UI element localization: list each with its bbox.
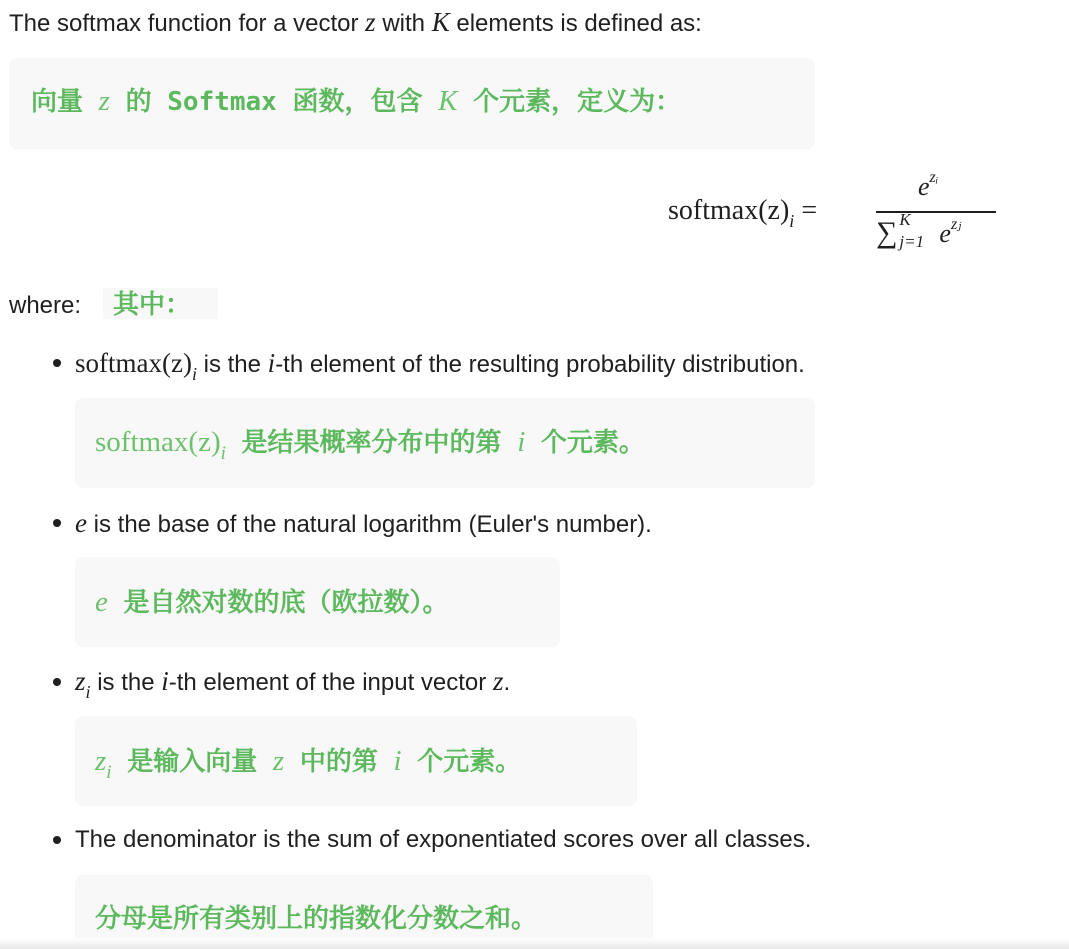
translation-text: 是输入向量 [111, 747, 273, 777]
item-translation [95, 745, 522, 783]
translation-text: 中的第 [284, 747, 394, 777]
math-sub: i [220, 443, 226, 464]
formula-lhs [668, 195, 818, 231]
intro-translation [31, 86, 681, 117]
sum-lower: j=1 [899, 232, 925, 251]
intro-text: with [375, 10, 432, 37]
translation-text: 分母是所有类别上的指数化分数之和。 [95, 904, 538, 934]
formula-numerator [918, 169, 939, 202]
formula-equals: = [794, 195, 818, 226]
math-var-e: e [75, 508, 87, 538]
math-softmax: softmax(z) [95, 426, 221, 458]
list-item [75, 509, 652, 539]
math-var-z: z [95, 745, 107, 777]
where-translation: 其中： [113, 290, 192, 320]
translation-text: 向量 [31, 87, 99, 117]
scroll-fade [0, 938, 1069, 949]
math-var-z: z [75, 666, 86, 696]
sum-symbol: ∑ [876, 216, 898, 249]
math-var-K: K [431, 7, 450, 37]
formula-fn-name: softmax [668, 195, 759, 226]
item-text: . [503, 669, 511, 696]
item-text: -th element of the input vector [168, 669, 493, 696]
math-var-e: e [95, 586, 108, 618]
item-translation [95, 904, 537, 934]
list-item [75, 826, 811, 854]
math-sub: i [106, 762, 112, 783]
math-var-i: i [161, 666, 169, 696]
sum-upper: K [899, 210, 911, 229]
where-label: where: [9, 292, 82, 319]
den-exponent: zⱼ [950, 216, 962, 233]
math-var-K: K [438, 85, 458, 117]
math-sub: i [191, 364, 197, 384]
den-base: e [939, 219, 951, 248]
translation-text: 是自然对数的底（欧拉数）。 [107, 588, 449, 618]
translation-text: 个元素。 [525, 428, 645, 458]
item-text: is the base of the natural logarithm (Euler's number). [86, 511, 652, 538]
item-translation [95, 426, 645, 464]
num-base: e [918, 172, 930, 201]
fraction-bar [876, 211, 996, 213]
translation-text: 的 Softmax 函数，包含 [109, 87, 439, 117]
sum-limits [897, 210, 939, 251]
translation-text: 是结果概率分布中的第 [225, 428, 518, 458]
bullet-dot [53, 359, 61, 367]
intro-text: elements is defined as: [449, 10, 702, 37]
formula-sub: i [789, 211, 795, 231]
num-exponent: zᵢ [929, 169, 939, 186]
math-var-z: z [365, 7, 376, 37]
translation-text: 个元素，定义为： [457, 87, 682, 117]
item-text: The denominator is the sum of exponentiated scores over all classes. [75, 826, 812, 853]
item-text: -th element of the resulting probability distribution. [275, 351, 805, 378]
math-var-i: i [517, 426, 526, 458]
item-translation [95, 587, 449, 618]
formula-arg: (z) [758, 195, 790, 226]
math-var-z: z [272, 745, 285, 777]
intro-paragraph [9, 8, 702, 38]
math-sub: i [85, 682, 91, 702]
list-item [75, 666, 511, 702]
math-var-z: z [492, 666, 504, 696]
math-var-z: z [98, 85, 110, 117]
list-item [75, 348, 805, 384]
formula-denominator [876, 210, 962, 251]
math-softmax: softmax(z) [75, 348, 192, 378]
intro-text: The softmax function for a vector [9, 10, 366, 37]
translation-text: 个元素。 [401, 747, 522, 777]
bullet-dot [53, 519, 61, 527]
math-var-i: i [267, 348, 276, 378]
math-var-i: i [393, 745, 402, 777]
bullet-dot [53, 678, 61, 686]
softmax-formula [668, 170, 1008, 270]
item-text: is the [196, 351, 268, 378]
bullet-dot [53, 836, 61, 844]
item-text: is the [90, 669, 162, 696]
